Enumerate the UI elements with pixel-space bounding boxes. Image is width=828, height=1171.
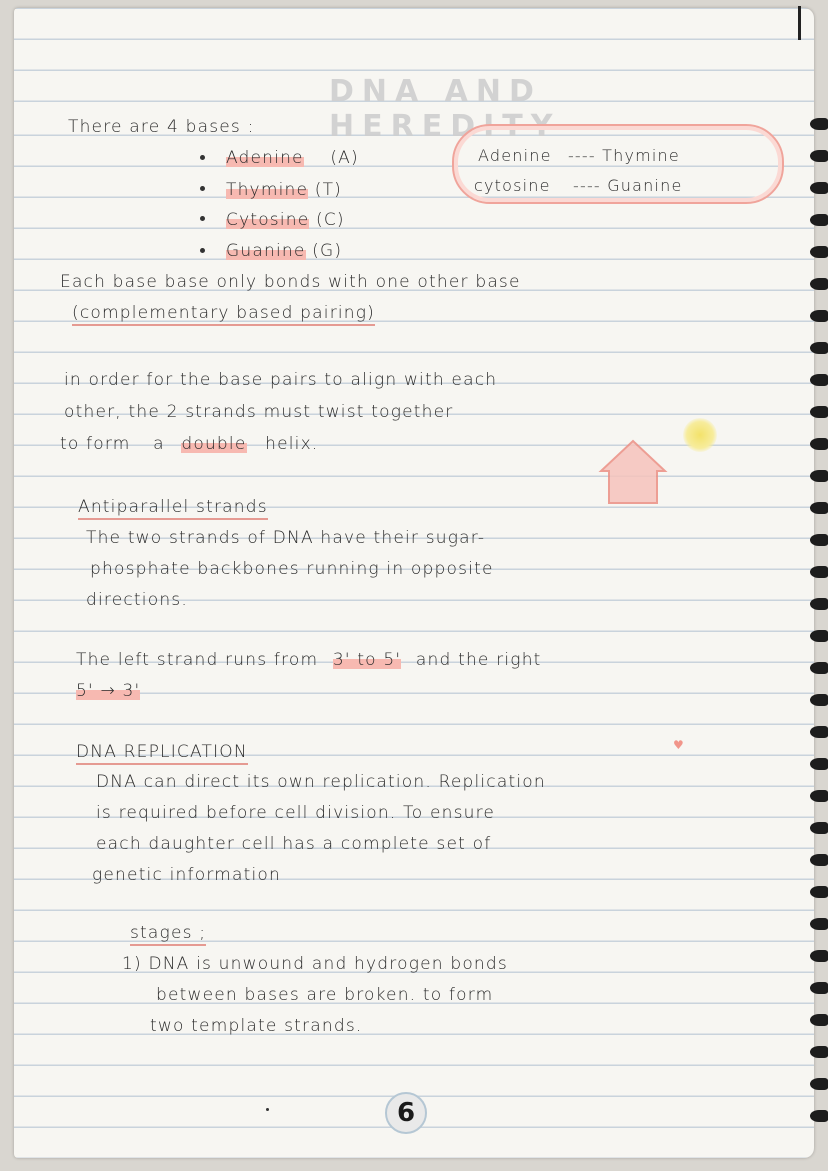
- helix-line: [60, 434, 318, 454]
- pair-dash: ----: [567, 146, 596, 165]
- pair-row: [478, 146, 680, 165]
- pair-left: cytosine: [474, 176, 551, 195]
- helix-word: to form: [60, 434, 131, 454]
- coil-ring: [810, 662, 828, 674]
- coil-ring: [810, 118, 828, 130]
- base-name: Thymine: [226, 180, 309, 200]
- base-item: [226, 148, 359, 168]
- base-name: Guanine: [226, 241, 306, 261]
- coil-ring: [810, 534, 828, 546]
- pair-row: [474, 176, 683, 195]
- ink-dot: [266, 1108, 269, 1111]
- coil-ring: [810, 278, 828, 290]
- coil-ring: [810, 310, 828, 322]
- stages-heading-text: stages ;: [130, 923, 206, 946]
- coil-ring: [810, 726, 828, 738]
- coil-ring: [810, 214, 828, 226]
- helix-word: a: [153, 434, 165, 454]
- coil-ring: [810, 182, 828, 194]
- pair-dash: ----: [573, 176, 601, 195]
- page-number: 6: [385, 1092, 427, 1134]
- pairing-line: Each base base only bonds with one other base: [60, 272, 521, 292]
- helix-line: in order for the base pairs to align with each: [64, 370, 498, 390]
- bullet-icon: [200, 216, 205, 221]
- bullet-icon: [200, 248, 205, 253]
- pairing-note-text: (complementary based pairing): [72, 303, 375, 326]
- bullet-icon: [200, 155, 205, 160]
- coil-ring: [810, 854, 828, 866]
- helix-word: helix.: [265, 434, 319, 454]
- coil-ring: [810, 950, 828, 962]
- coil-ring: [810, 438, 828, 450]
- coil-ring: [810, 150, 828, 162]
- pair-left: Adenine: [478, 146, 552, 165]
- replication-heading: [76, 742, 248, 762]
- coil-ring: [810, 406, 828, 418]
- pair-right: Guanine: [607, 176, 683, 195]
- base-code: (G): [312, 241, 343, 261]
- base-item: [226, 210, 345, 230]
- left-strand-text: The left strand runs from: [76, 650, 319, 670]
- replication-line: DNA can direct its own replication. Replication: [96, 772, 546, 792]
- left-strand-highlight: 3' to 5': [332, 650, 402, 670]
- replication-line: genetic information: [92, 865, 281, 885]
- stage-line: 1) DNA is unwound and hydrogen bonds: [122, 954, 508, 974]
- right-strand-highlight: 5' → 3': [76, 681, 141, 701]
- right-strand-direction: [76, 681, 140, 701]
- coil-ring: [810, 502, 828, 514]
- coil-ring: [810, 790, 828, 802]
- bases-intro: There are 4 bases :: [68, 117, 255, 137]
- antiparallel-heading-text: Antiparallel strands: [78, 497, 268, 520]
- coil-ring: [810, 630, 828, 642]
- stage-line: two template strands.: [150, 1016, 363, 1036]
- coil-ring: [810, 1046, 828, 1058]
- coil-ring: [810, 566, 828, 578]
- antiparallel-line: phosphate backbones running in opposite: [90, 559, 494, 579]
- replication-line: each daughter cell has a complete set of: [96, 834, 492, 854]
- base-name: Adenine: [226, 148, 304, 168]
- coil-ring: [810, 342, 828, 354]
- base-name: Cytosine: [226, 210, 310, 230]
- antiparallel-heading: [78, 497, 268, 517]
- pair-right: Thymine: [602, 146, 680, 165]
- house-doodle-icon: [593, 437, 673, 507]
- coil-ring: [810, 982, 828, 994]
- spiral-binding: [798, 0, 828, 1171]
- coil-ring: [810, 246, 828, 258]
- sun-sticker-icon: [683, 418, 717, 452]
- coil-ring: [810, 1014, 828, 1026]
- base-code: (A): [330, 148, 359, 168]
- stage-line: between bases are broken. to form: [156, 985, 494, 1005]
- coil-ring: [810, 374, 828, 386]
- pairing-note: [72, 303, 375, 323]
- coil-ring: [810, 822, 828, 834]
- coil-ring: [810, 598, 828, 610]
- base-code: (C): [316, 210, 345, 230]
- left-strand-text: and the right: [415, 650, 542, 670]
- helix-line: other, the 2 strands must twist together: [64, 402, 454, 422]
- replication-heading-text: DNA REPLICATION: [76, 742, 248, 765]
- coil-ring: [810, 1078, 828, 1090]
- coil-ring: [810, 470, 828, 482]
- helix-highlight: double: [181, 434, 247, 454]
- base-item: [226, 241, 342, 261]
- coil-ring: [810, 1110, 828, 1122]
- left-strand-line: [76, 650, 542, 670]
- antiparallel-line: The two strands of DNA have their sugar-: [86, 528, 486, 548]
- coil-ring: [810, 758, 828, 770]
- base-item: [226, 180, 342, 200]
- coil-ring: [810, 694, 828, 706]
- coil-ring: [810, 886, 828, 898]
- page-title: DNA AND HEREDITY: [329, 74, 561, 144]
- base-code: (T): [314, 180, 342, 200]
- top-mark: [798, 6, 801, 40]
- bullet-icon: [200, 186, 205, 191]
- coil-ring: [810, 918, 828, 930]
- replication-line: is required before cell division. To ensure: [96, 803, 496, 823]
- antiparallel-line: directions.: [86, 590, 188, 610]
- stages-heading: [130, 923, 206, 943]
- heart-icon: ♥: [673, 738, 684, 752]
